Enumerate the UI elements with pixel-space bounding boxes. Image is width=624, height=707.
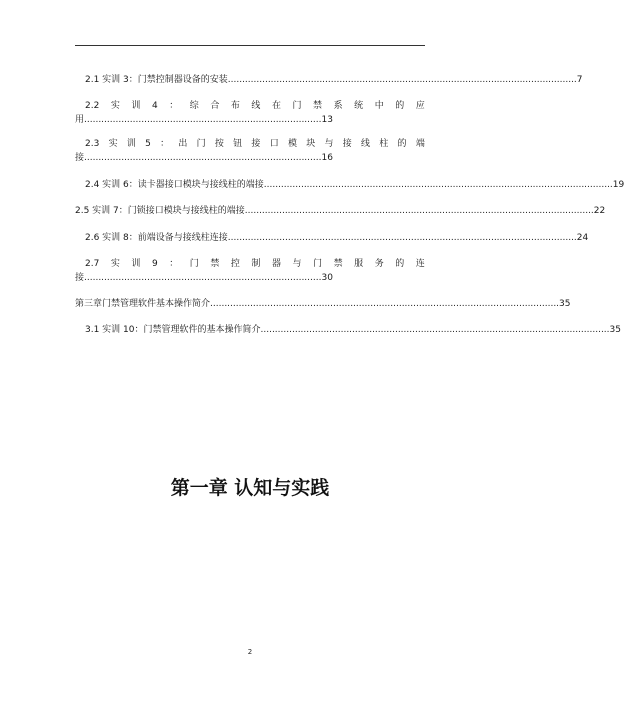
toc-entry-char: 块 [306, 139, 316, 149]
toc-entry-char: 禁 [333, 259, 343, 269]
toc-entry-char: 2.7 [85, 259, 100, 269]
toc-entry-2-6[interactable] [85, 233, 589, 244]
toc-entry-char: 5 [145, 139, 151, 149]
toc-entry-2-2[interactable] [85, 101, 425, 112]
toc-leader-dots: .......................................................................................................................... [227, 233, 577, 243]
toc-leader-dots: .......................................................................................................................... [227, 75, 577, 85]
toc-page-number: 19 [612, 180, 624, 190]
toc-entry-char: ： [169, 101, 179, 111]
toc-entry-char: 的 [395, 259, 405, 269]
toc-entry-cont: 接 [75, 273, 85, 283]
toc-entry-2-2-cont [75, 115, 333, 126]
toc-leader-dots: ................................................................................... [84, 273, 322, 283]
toc-entry-char: 门 [196, 139, 206, 149]
toc-leader-dots: ................................................................................... [84, 153, 322, 163]
toc-entry-text: 2.5 实训 7：门锁接口模块与接线柱的端接 [75, 206, 245, 216]
toc-entry-char: 按 [214, 139, 224, 149]
toc-entry-char: 合 [210, 101, 220, 111]
toc-entry-2-3[interactable] [85, 139, 425, 150]
toc-entry-2-5[interactable] [75, 206, 606, 217]
toc-entry-text: 3.1 实训 10：门禁管理软件的基本操作简介 [85, 325, 261, 335]
toc-entry-char: 综 [189, 101, 199, 111]
toc-entry-char: 接 [342, 139, 352, 149]
toc-entry-char: 门 [292, 101, 302, 111]
toc-entry-char: 统 [354, 101, 364, 111]
toc-entry-2-3-cont [75, 153, 333, 164]
page-number: 2 [247, 648, 253, 656]
toc-entry-char: 制 [251, 259, 261, 269]
toc-entry-text: 第三章门禁管理软件基本操作简介 [75, 299, 211, 309]
toc-entry-char: 与 [324, 139, 334, 149]
toc-entry-2-7[interactable] [85, 259, 425, 270]
toc-entry-char: 训 [131, 259, 141, 269]
toc-entry-cont: 接 [75, 153, 85, 163]
toc-leader-dots: .......................................................................................................................... [244, 206, 594, 216]
toc-entry-char: 实 [110, 259, 120, 269]
toc-entry-char: 实 [110, 101, 120, 111]
toc-entry-text: 2.4 实训 6：读卡器接口模块与接线柱的端接 [85, 180, 264, 190]
toc-entry-char: 的 [397, 139, 407, 149]
toc-entry-char: 在 [271, 101, 281, 111]
toc-entry-3-1[interactable] [85, 325, 621, 336]
toc-entry-char: 口 [269, 139, 279, 149]
toc-entry-char: 门 [189, 259, 199, 269]
toc-leader-dots: ................................................................................... [84, 115, 322, 125]
toc-page-number: 22 [593, 206, 606, 216]
toc-entry-2-4[interactable] [85, 180, 624, 191]
toc-leader-dots: .......................................................................................................................... [210, 299, 560, 309]
toc-entry-text: 2.6 实训 8：前端设备与接线柱连接 [85, 233, 228, 243]
toc-leader-dots: .......................................................................................................................... [263, 180, 613, 190]
toc-entry-char: 器 [271, 259, 281, 269]
toc-entry-char: 务 [374, 259, 384, 269]
toc-entry-char: 钮 [233, 139, 243, 149]
toc-entry-2-7-cont [75, 273, 333, 284]
toc-entry-char: ： [169, 259, 179, 269]
toc-entry-char: 服 [354, 259, 364, 269]
toc-entry-char: ： [160, 139, 170, 149]
toc-entry-char: 柱 [379, 139, 389, 149]
toc-page-number: 35 [609, 325, 621, 335]
toc-entry-char: 出 [178, 139, 188, 149]
toc-entry-char: 端 [415, 139, 425, 149]
toc-entry-char: 禁 [210, 259, 220, 269]
toc-page-number: 35 [559, 299, 571, 309]
toc-entry-char: 门 [313, 259, 323, 269]
toc-entry-char: 9 [151, 259, 158, 269]
toc-entry-char: 控 [230, 259, 240, 269]
toc-entry-cont: 用 [75, 115, 85, 125]
toc-entry-char: 2.2 [85, 101, 100, 111]
toc-page-number: 30 [321, 273, 333, 283]
toc-entry-char: 布 [230, 101, 240, 111]
toc-leader-dots: .......................................................................................................................... [260, 325, 610, 335]
toc-entry-char: 4 [151, 101, 158, 111]
toc-entry-char: 训 [131, 101, 141, 111]
toc-entry-char: 与 [292, 259, 302, 269]
toc-entry-char: 训 [126, 139, 136, 149]
toc-entry-char: 连 [415, 259, 425, 269]
toc-entry-char: 模 [287, 139, 297, 149]
toc-entry-char: 应 [415, 101, 425, 111]
toc-page-number: 7 [576, 75, 583, 85]
toc-entry-char: 2.3 [85, 139, 100, 149]
toc-entry-char: 接 [251, 139, 261, 149]
toc-entry-char: 线 [361, 139, 371, 149]
toc-entry-text: 2.1 实训 3：门禁控制器设备的安装 [85, 75, 228, 85]
toc-entry-char: 系 [333, 101, 343, 111]
chapter-title: 第一章 认知与实践 [170, 477, 330, 499]
toc-entry-char: 的 [395, 101, 405, 111]
toc-entry-char: 线 [251, 101, 261, 111]
toc-entry-chapter-3[interactable] [75, 299, 571, 310]
toc-entry-char: 禁 [313, 101, 323, 111]
toc-page-number: 13 [321, 115, 333, 125]
toc-page-number: 16 [321, 153, 333, 163]
toc-entry-2-1[interactable] [85, 75, 583, 86]
header-rule [75, 45, 425, 46]
toc-entry-char: 中 [374, 101, 384, 111]
toc-entry-char: 实 [108, 139, 118, 149]
toc-page-number: 24 [576, 233, 589, 243]
